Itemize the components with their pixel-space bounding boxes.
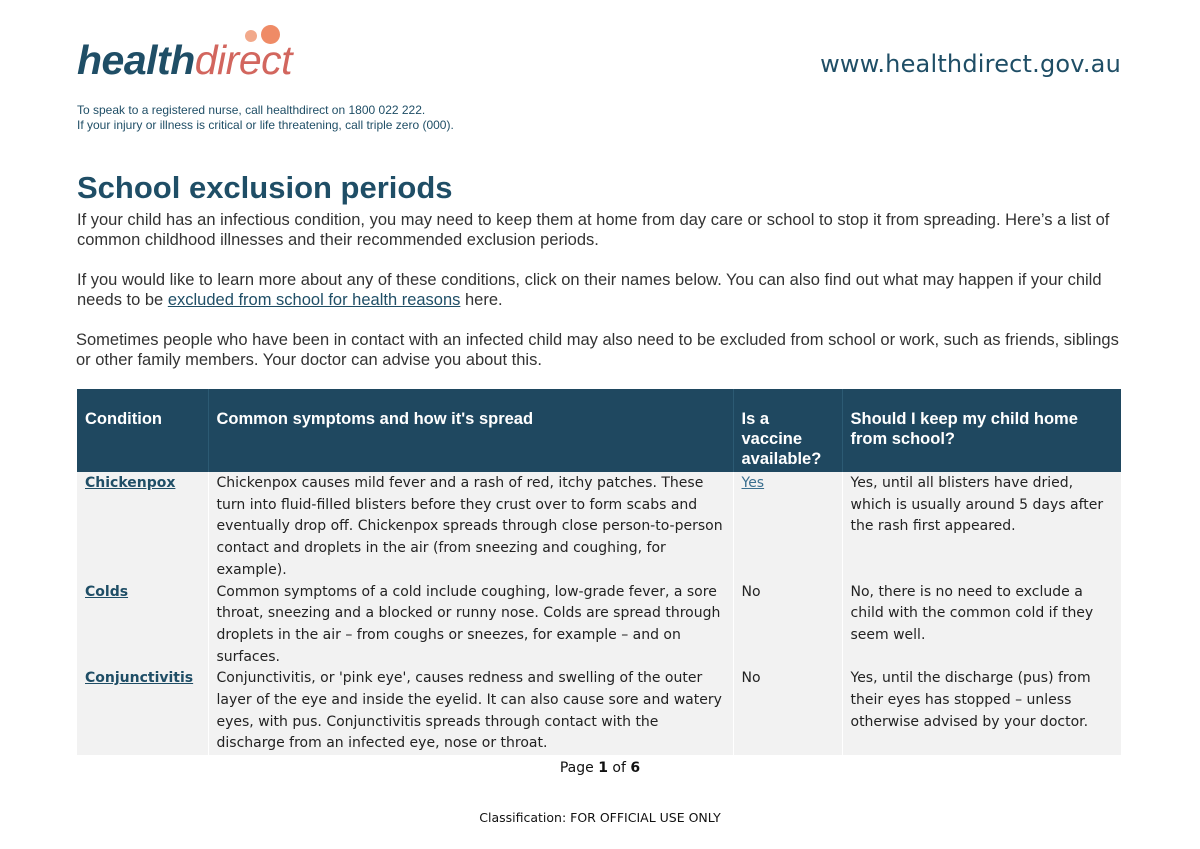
excluded-from-school-link[interactable]: excluded from school for health reasons [167, 291, 461, 309]
condition-link-conjunctivitis[interactable]: Conjunctivitis [85, 670, 194, 687]
keep-home-cell: No, there is no need to exclude a child with the common cold if they seem well. [842, 582, 1121, 669]
header-symptoms: Common symptoms and how it's spread [208, 389, 733, 472]
contact-notice [77, 103, 454, 133]
contacts-paragraph: Sometimes people who have been in contact with an infected child may also need to be excluded from school or work, such as friends, siblings or other family members. Your doctor can advise you about this. [76, 331, 1119, 369]
logo-wordmark: healthdirect [77, 37, 293, 83]
classification-label: Classification: FOR OFFICIAL USE ONLY [479, 810, 721, 825]
symptoms-cell: Conjunctivitis, or 'pink eye', causes redness and swelling of the outer layer of the eye and inside the eyelid. It can also cause sore and watery eyes, with pus. Conjunctivitis spreads through contact with the discharge from an infected eye, nose or throat. [208, 668, 733, 755]
condition-cell [77, 582, 208, 669]
learn-more-paragraph: If you would like to learn more about any of these conditions, click on their names below. You can also find out what may happen if your child needs to be excluded from school for health reasons here. [77, 271, 1102, 309]
header-condition: Condition [77, 389, 208, 472]
notice-emergency-line: If your injury or illness is critical or life threatening, call triple zero (000). [77, 118, 454, 132]
condition-link-colds[interactable]: Colds [85, 583, 129, 600]
condition-link-chickenpox[interactable]: Chickenpox [85, 475, 176, 491]
vaccine-link-chickenpox[interactable]: Yes [741, 475, 765, 491]
intro-paragraph: If your child has an infectious condition, you may need to keep them at home from day care or school to stop it from spreading. Here’s a list of common childhood illnesses and their recommended exclusion periods. [77, 211, 1110, 249]
header-keep-home: Should I keep my child home from school? [842, 389, 1121, 472]
keep-home-cell: Yes, until all blisters have dried, which is usually around 5 days after the rash first appeared. [842, 472, 1121, 582]
table-row [77, 668, 1121, 755]
symptoms-cell: Common symptoms of a cold include coughing, low-grade fever, a sore throat, sneezing and a blocked or runny nose. Colds are spread through droplets in the air – from coughs or sneezes, for example – and on surfaces. [208, 582, 733, 669]
vaccine-cell: No [733, 668, 842, 755]
header-vaccine: Is a vaccine available? [733, 389, 842, 472]
page-number: Page 1 of 6 [559, 760, 641, 776]
site-url: www.healthdirect.gov.au [820, 50, 1121, 78]
table-row [77, 582, 1121, 669]
healthdirect-logo [77, 22, 317, 88]
table-row [77, 472, 1121, 582]
exclusion-table [77, 389, 1121, 755]
notice-nurse-line: To speak to a registered nurse, call healthdirect on 1800 022 222. [77, 103, 426, 117]
vaccine-cell [733, 472, 842, 582]
condition-cell [77, 472, 208, 582]
vaccine-cell: No [733, 582, 842, 669]
keep-home-cell: Yes, until the discharge (pus) from their eyes has stopped – unless otherwise advised by your doctor. [842, 668, 1121, 755]
table-header-row [77, 389, 1121, 472]
page-title: School exclusion periods [77, 170, 453, 205]
condition-cell [77, 668, 208, 755]
symptoms-cell: Chickenpox causes mild fever and a rash of red, itchy patches. These turn into fluid-filled blisters before they crust over to form scabs and eventually drop off. Chickenpox spreads through close person-to-person contact and droplets in the air (from sneezing and coughing, for example). [208, 472, 733, 582]
